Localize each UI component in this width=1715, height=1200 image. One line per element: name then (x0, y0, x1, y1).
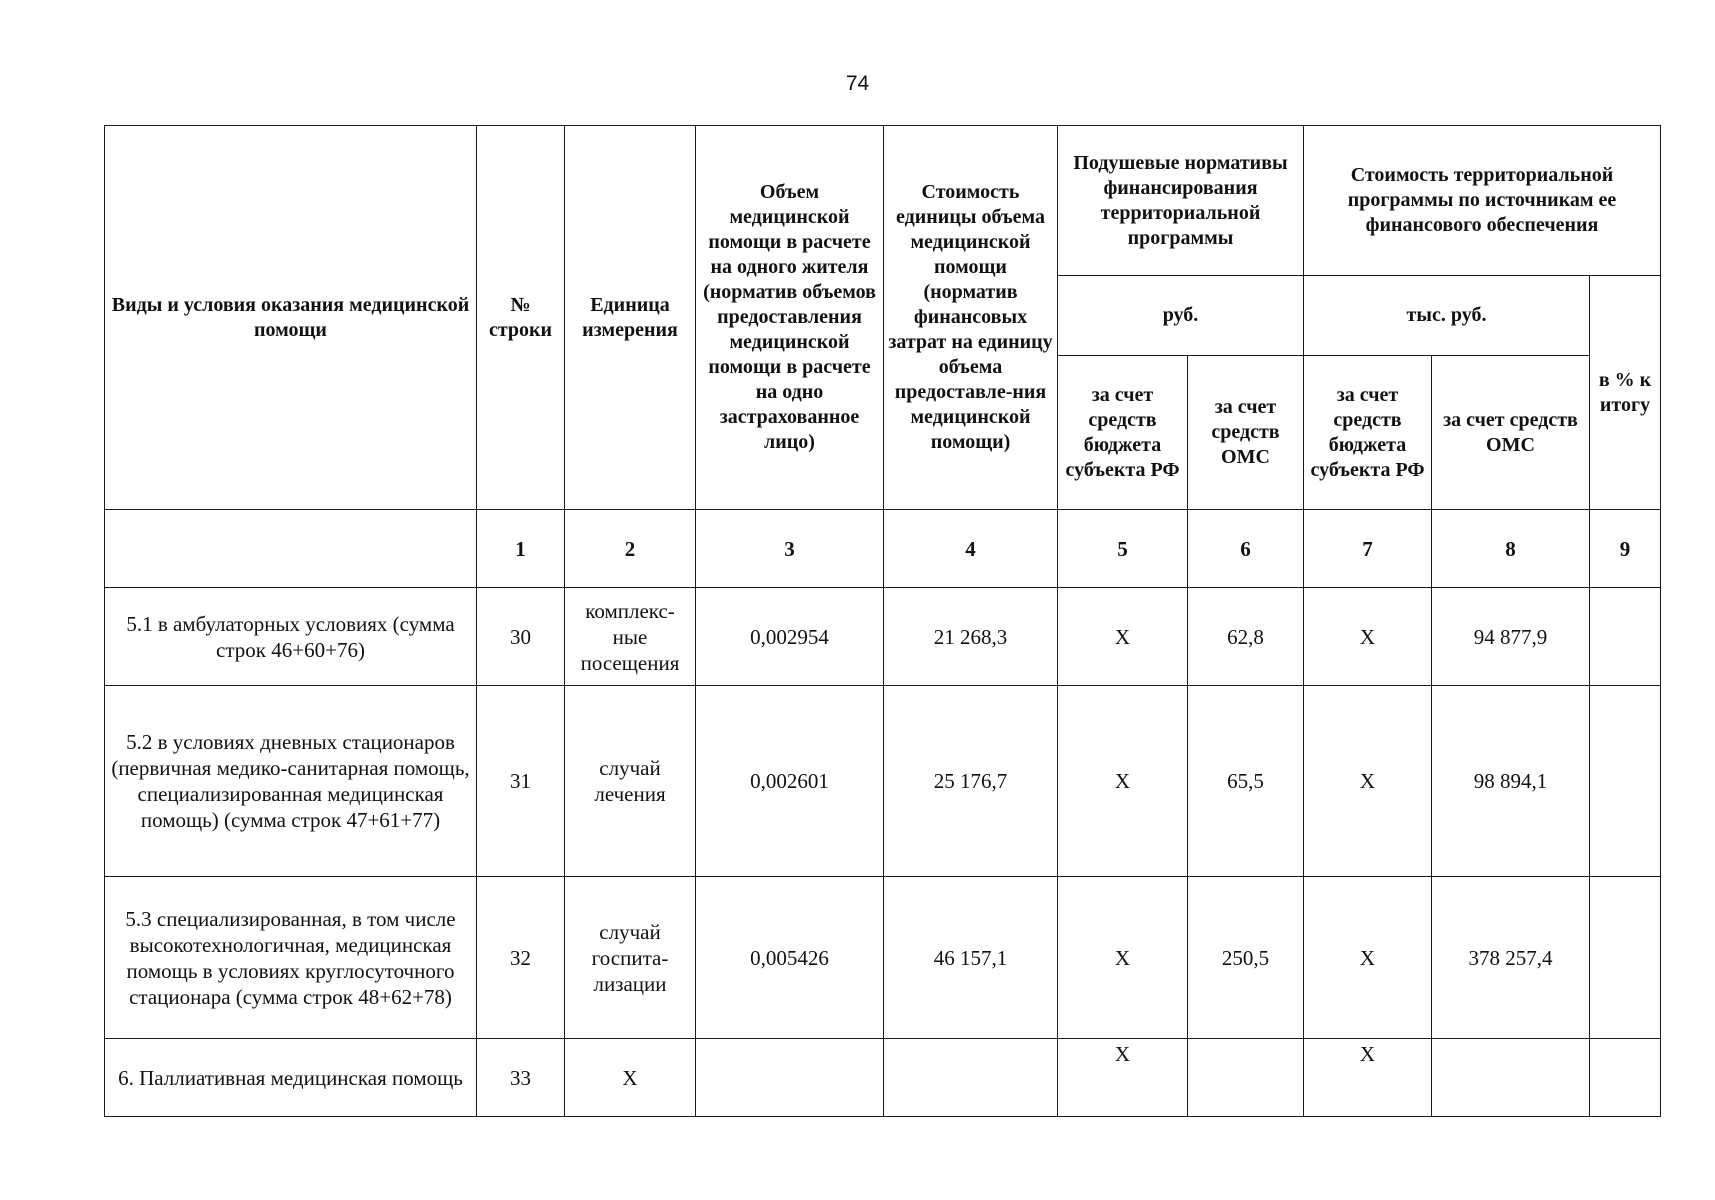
row-volume: 0,002601 (696, 686, 884, 877)
row-unit-cost (884, 1039, 1058, 1117)
row-cost-budget: Х (1304, 686, 1432, 877)
header-percent-of-total: в % к итогу (1590, 276, 1661, 510)
header-unit-thousand-rub: тыс. руб. (1304, 276, 1590, 356)
row-norm-oms: 65,5 (1188, 686, 1304, 877)
column-number: 1 (477, 510, 565, 588)
row-volume: 0,005426 (696, 877, 884, 1039)
column-number: 4 (884, 510, 1058, 588)
row-name: 5.1 в амбулаторных условиях (сумма строк 46+60+76) (105, 588, 477, 686)
row-norm-budget: Х (1058, 877, 1188, 1039)
header-type-conditions: Виды и условия оказания медицинской помощи (105, 126, 477, 510)
row-number: 33 (477, 1039, 565, 1117)
row-cost-budget: Х (1304, 588, 1432, 686)
row-percent (1590, 686, 1661, 877)
row-cost-budget: Х (1304, 877, 1432, 1039)
header-norm-budget: за счет средств бюджета субъекта РФ (1058, 356, 1188, 510)
column-number: 5 (1058, 510, 1188, 588)
row-unit: Х (565, 1039, 696, 1117)
header-program-cost: Стоимость территориальной программы по источникам ее финансового обеспечения (1304, 126, 1661, 276)
table-row (105, 588, 1661, 686)
row-volume (696, 1039, 884, 1117)
header-per-capita-norms: Подушевые нормативы финансирования территориальной программы (1058, 126, 1304, 276)
row-norm-budget: Х (1058, 686, 1188, 877)
row-norm-oms (1188, 1039, 1304, 1117)
column-number: 8 (1432, 510, 1590, 588)
header-unit-rub: руб. (1058, 276, 1304, 356)
row-norm-budget: Х (1058, 1039, 1188, 1117)
row-name: 5.3 специализированная, в том числе высокотехнологичная, медицинская помощь в условиях круглосуточного стационара (сумма строк 48+62+78) (105, 877, 477, 1039)
column-number: 2 (565, 510, 696, 588)
column-number: 3 (696, 510, 884, 588)
row-number: 31 (477, 686, 565, 877)
row-percent (1590, 588, 1661, 686)
row-percent (1590, 877, 1661, 1039)
column-number-row (105, 510, 1661, 588)
row-number: 32 (477, 877, 565, 1039)
row-norm-oms: 250,5 (1188, 877, 1304, 1039)
row-unit: случай лечения (565, 686, 696, 877)
row-unit: комплекс-ные посещения (565, 588, 696, 686)
header-norm-oms: за счет средств ОМС (1188, 356, 1304, 510)
header-row-number: № строки (477, 126, 565, 510)
row-unit-cost: 46 157,1 (884, 877, 1058, 1039)
column-number (105, 510, 477, 588)
table-row (105, 1039, 1661, 1117)
row-cost-budget: Х (1304, 1039, 1432, 1117)
header-cost-budget: за счет средств бюджета субъекта РФ (1304, 356, 1432, 510)
row-percent (1590, 1039, 1661, 1117)
medical-care-cost-table (104, 125, 1661, 1117)
table-row (105, 877, 1661, 1039)
row-norm-budget: Х (1058, 588, 1188, 686)
row-volume: 0,002954 (696, 588, 884, 686)
row-name: 6. Паллиативная медицинская помощь (105, 1039, 477, 1117)
page-number: 74 (845, 72, 870, 95)
header-unit-cost: Стоимость единицы объема медицинской помощи (норматив финансовых затрат на единицу объема предоставле-ния медицинской помощи) (884, 126, 1058, 510)
row-cost-oms: 94 877,9 (1432, 588, 1590, 686)
row-unit-cost: 25 176,7 (884, 686, 1058, 877)
column-number: 7 (1304, 510, 1432, 588)
header-unit: Единица измерения (565, 126, 696, 510)
row-number: 30 (477, 588, 565, 686)
row-norm-oms: 62,8 (1188, 588, 1304, 686)
row-unit-cost: 21 268,3 (884, 588, 1058, 686)
header-volume: Объем медицинской помощи в расчете на одного жителя (норматив объемов предоставления медицинской помощи в расчете на одно застрахованное лицо) (696, 126, 884, 510)
row-name: 5.2 в условиях дневных стационаров (первичная медико-санитарная помощь, специализированная медицинская помощь) (сумма строк 47+61+77) (105, 686, 477, 877)
header-cost-oms: за счет средств ОМС (1432, 356, 1590, 510)
row-cost-oms (1432, 1039, 1590, 1117)
row-cost-oms: 378 257,4 (1432, 877, 1590, 1039)
table-row (105, 686, 1661, 877)
column-number: 9 (1590, 510, 1661, 588)
row-cost-oms: 98 894,1 (1432, 686, 1590, 877)
row-unit: случай госпита-лизации (565, 877, 696, 1039)
column-number: 6 (1188, 510, 1304, 588)
